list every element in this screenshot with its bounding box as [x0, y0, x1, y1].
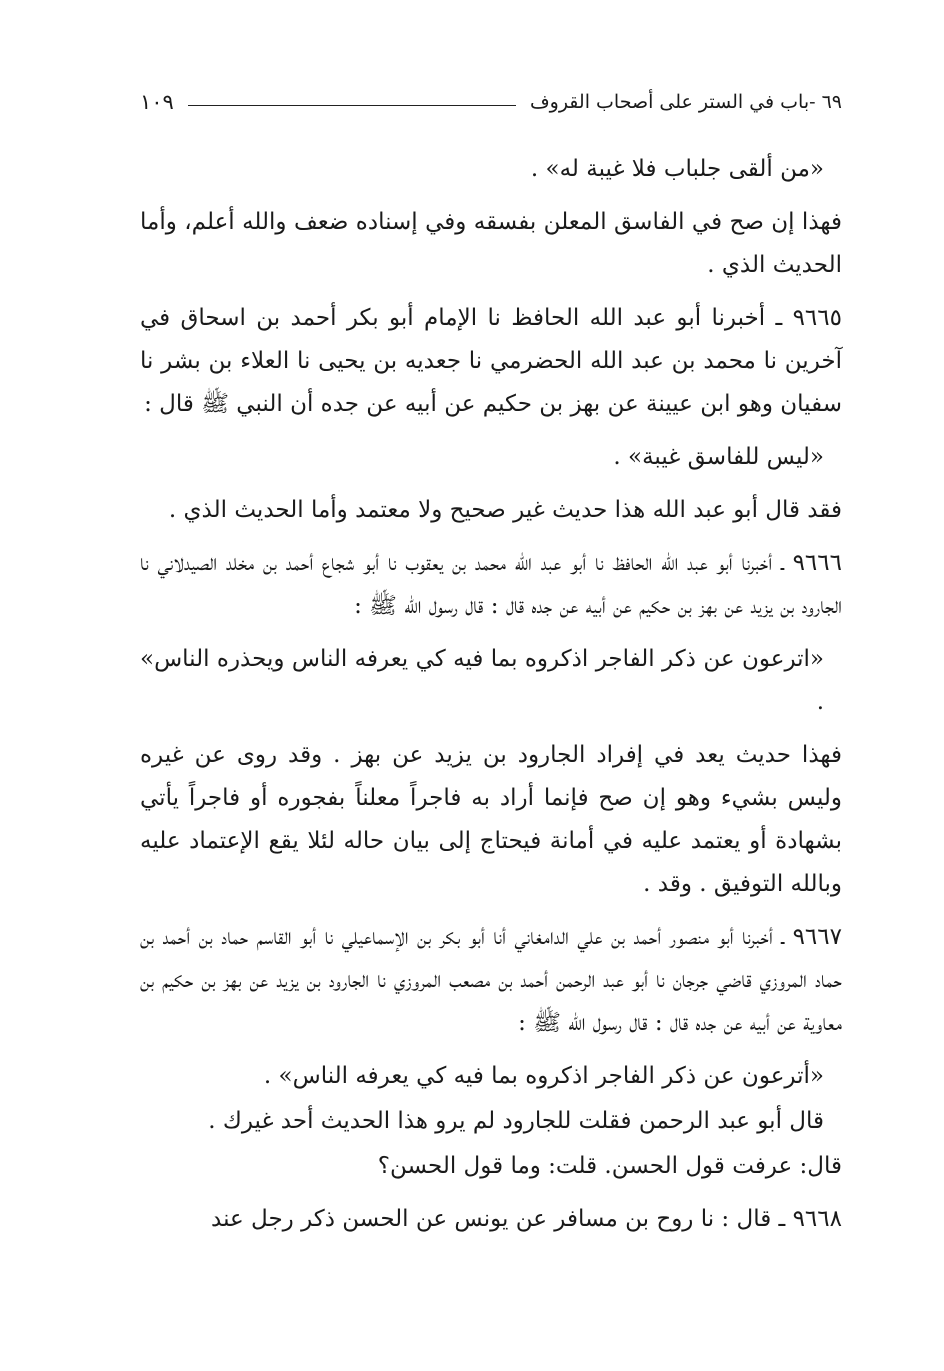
text-paragraph: فقد قال أبو عبد الله هذا حديث غير صحيح ولا معتمد وأما الحديث الذي . — [168, 497, 842, 523]
quote-paragraph: «اترعون عن ذكر الفاجر اذكروه بما فيه كي يعرفه الناس ويحذره الناس» . — [140, 646, 824, 715]
page-number: ١٠٩ — [140, 90, 174, 114]
text-paragraph: قال أبو عبد الرحمن فقلت للجارود لم يرو هذا الحديث أحد غيرك . — [208, 1108, 824, 1134]
page-header — [140, 80, 842, 124]
hadith-paragraph-9665: ٩٦٦٥ ـ أخبرنا أبو عبد الله الحافظ نا الإمام أبو بكر أحمد بن اسحاق في آخرين نا محمد بن عبد الله الحضرمي نا جعديه بن يحيى نا العلاء بن بشر نا سفيان وهو ابن عيينة عن بهز بن حكيم عن أبيه عن جده أن النبي ﷺ قال : — [140, 305, 842, 417]
quote-paragraph: «ليس للفاسق غيبة» . — [613, 444, 824, 470]
chapter-title: ٦٩ -باب في الستر على أصحاب القروف — [529, 91, 842, 113]
text-paragraph: قال: عرفت قول الحسن. قلت: وما قول الحسن؟ — [377, 1153, 842, 1179]
hadith-paragraph-9666: ٩٦٦٦ ـ أخبرنا أبو عبد الله الحافظ نا أبو عبد الله محمد بن يعقوب نا أبو شجاع أحمد بن مخلد الصيدلاني نا الجارود بن يزيد عن بهز بن حكيم عن أبيه عن جده قال : قال رسول الله ﷺ : — [140, 550, 842, 619]
page-body — [140, 148, 842, 1251]
hadith-paragraph-9668: ٩٦٦٨ ـ قال : نا روح بن مسافر عن يونس عن الحسن ذكر رجل عند — [211, 1206, 842, 1232]
hadith-paragraph-9667: ٩٦٦٧ ـ أخبرنا أبو منصور أحمد بن علي الدامغاني أنا أبو بكر بن الإسماعيلي نا أبو القاسم حماد بن أحمد بن حماد المروزي قاضي جرجان نا أبو عبد الرحمن أحمد بن مصعب المروزي نا الجارود بن يزيد عن بهز بن حكيم بن معاوية عن أبيه عن جده قال : قال رسول الله ﷺ : — [140, 924, 842, 1036]
header-rule — [188, 105, 516, 106]
text-paragraph: فهذا حديث يعد في إفراد الجارود بن يزيد عن بهز . وقد روى عن غيره وليس بشيء وهو إن صح فإنما أراد به فاجراً معلناً بفجوره أو فاجراً يأتي بشهادة أو يعتمد عليه في أمانة فيحتاج إلى بيان حاله لئلا يقع الإعتماد عليه وبالله التوفيق . وقد . — [140, 742, 842, 897]
quote-paragraph: «أترعون عن ذكر الفاجر اذكروه بما فيه كي يعرفه الناس» . — [263, 1063, 824, 1089]
quote-paragraph: «من ألقى جلباب فلا غيبة له» . — [530, 156, 824, 182]
text-paragraph: فهذا إن صح في الفاسق المعلن بفسقه وفي إسناده ضعف والله أعلم، وأما الحديث الذي . — [140, 209, 842, 278]
